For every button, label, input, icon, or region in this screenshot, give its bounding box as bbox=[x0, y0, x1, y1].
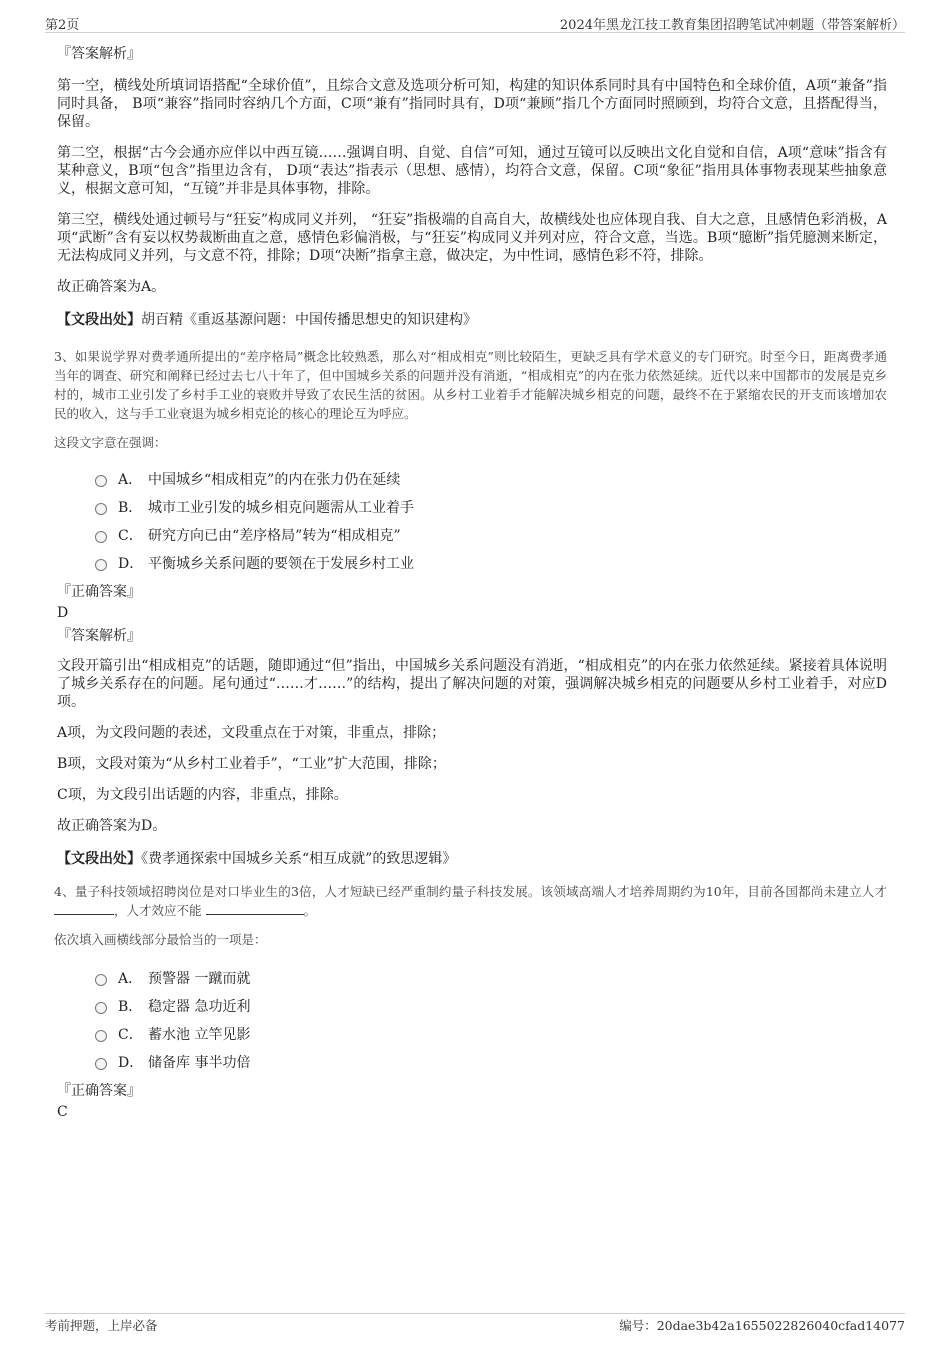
page-number: 第2页 bbox=[45, 18, 80, 33]
option-text: 城市工业引发的城乡相克问题需从工业着手 bbox=[148, 500, 414, 516]
analysis-paragraph: C项，为文段引出话题的内容，非重点，排除。 bbox=[57, 787, 348, 803]
option-text: 研究方向已由“差序格局”转为“相成相克” bbox=[148, 528, 401, 544]
question-3-prompt: 这段文字意在强调： bbox=[54, 435, 167, 450]
analysis-paragraph: 第三空，横线处通过顿号与“狂妄”构成同义并列， “狂妄”指极端的自高自大，故横线处也应体现自我、自大之意，且感情色彩消极，A项“武断”含有妄以权势裁断曲直之意，感情色彩偏消极，与“狂妄”构成同义并列对应，符合文意，当选。B项“臆断”指凭臆测来断定，无法构成同义并列，与文意不符，排除；D项“决断”指拿主意，做决定，为中性词，感情色彩不符，排除。 bbox=[57, 212, 887, 264]
question-4-stem bbox=[54, 882, 887, 920]
radio-button-icon[interactable] bbox=[95, 1002, 107, 1014]
page-content bbox=[54, 43, 887, 1124]
analysis-paragraph: B项，文段对策为“从乡村工业着手”，“工业”扩大范围，排除； bbox=[57, 756, 446, 772]
option-a[interactable] bbox=[95, 465, 887, 493]
option-d[interactable] bbox=[95, 549, 887, 577]
stem-text: 4、量子科技领域招聘岗位是对口毕业生的3倍，人才短缺已经严重制约量子科技发展。该领域高端人才培养周期约为10年，目前各国都尚未建立人才 bbox=[54, 884, 887, 899]
analysis-paragraph: 第二空，根据“古今会通亦应伴以中西互镜……强调自明、自觉、自信”可知，通过互镜可以反映出文化自觉和自信，A项“意味”指含有某种意义，B项“包含”指里边含有， D项“表达”指表示（思想、感情），均符合文意，保留。C项“象征”指用具体事物表现某些抽象意义，根据文意可知，“互镜”并非是具体事物，排除。 bbox=[57, 145, 887, 197]
radio-button-icon[interactable] bbox=[95, 475, 107, 487]
page-header bbox=[45, 12, 905, 33]
source-label: 【文段出处】 bbox=[57, 312, 141, 328]
option-letter: A． bbox=[118, 971, 143, 987]
analysis-paragraph: 第一空，横线处所填词语搭配“全球价值”，且综合文意及选项分析可知，构建的知识体系同时具有中国特色和全球价值，A项“兼备”指同时具备， B项“兼容”指同时容纳几个方面，C项“兼有”指同时具有，D项“兼顾”指几个方面同时照顾到，均符合文意，且搭配得当，保留。 bbox=[57, 78, 887, 130]
option-text: 蓄水池 立竿见影 bbox=[148, 1027, 251, 1043]
correct-answer-label: 『正确答案』 bbox=[57, 1083, 141, 1099]
question-4-options bbox=[95, 964, 887, 1076]
question-3-options bbox=[95, 465, 887, 577]
analysis-label: 『答案解析』 bbox=[57, 628, 141, 644]
correct-answer-statement: 故正确答案为D。 bbox=[57, 818, 167, 834]
option-b[interactable] bbox=[95, 992, 887, 1020]
footer-slogan: 考前押题，上岸必备 bbox=[45, 1318, 158, 1333]
radio-button-icon[interactable] bbox=[95, 1058, 107, 1070]
option-d[interactable] bbox=[95, 1048, 887, 1076]
source-citation bbox=[57, 848, 887, 868]
blank-line-1 bbox=[54, 901, 114, 915]
analysis-label: 『答案解析』 bbox=[57, 46, 141, 62]
stem-text: ，人才效应不能 bbox=[114, 903, 202, 918]
option-letter: C． bbox=[118, 528, 143, 544]
document-title: 2024年黑龙江技工教育集团招聘笔试冲刺题（带答案解析） bbox=[559, 18, 905, 33]
radio-button-icon[interactable] bbox=[95, 531, 107, 543]
correct-answer-label: 『正确答案』 bbox=[57, 584, 141, 600]
option-b[interactable] bbox=[95, 493, 887, 521]
option-a[interactable] bbox=[95, 964, 887, 992]
radio-button-icon[interactable] bbox=[95, 1030, 107, 1042]
question-3-stem: 3、如果说学界对费孝通所提出的“差序格局”概念比较熟悉，那么对“相成相克”则比较陌生，更缺乏具有学术意义的专门研究。时至今日，距离费孝通当年的调查、研究和阐释已经过去七八十年了，但中国城乡关系的问题并没有消逝，“相成相克”的内在张力依然延续。近代以来中国都市的发展是克乡村的，城市工业引发了乡村手工业的衰败并导致了农民生活的贫困。从乡村工业着手才能解决城乡相克的问题，最终不在于紧缩农民的开支而该增加农民的收入，这与手工业衰退为城乡相克论的核心的理论互为呼应。 bbox=[54, 349, 887, 421]
document-code: 编号：20dae3b42a1655022826040cfad14077 bbox=[619, 1318, 905, 1333]
stem-text: 。 bbox=[303, 903, 317, 918]
source-text: 《费孝通探索中国城乡关系“相互成就”的致思逻辑》 bbox=[141, 851, 457, 867]
correct-answer-value: C bbox=[57, 1104, 68, 1120]
question-4-prompt: 依次填入画横线部分最恰当的一项是： bbox=[54, 932, 267, 947]
option-text: 中国城乡“相成相克”的内在张力仍在延续 bbox=[148, 472, 401, 488]
radio-button-icon[interactable] bbox=[95, 503, 107, 515]
option-text: 平衡城乡关系问题的要领在于发展乡村工业 bbox=[148, 556, 414, 572]
radio-button-icon[interactable] bbox=[95, 974, 107, 986]
source-label: 【文段出处】 bbox=[57, 851, 141, 867]
page-footer bbox=[45, 1313, 905, 1333]
option-letter: B． bbox=[118, 999, 143, 1015]
option-c[interactable] bbox=[95, 1020, 887, 1048]
option-text: 储备库 事半功倍 bbox=[148, 1055, 251, 1071]
option-letter: B． bbox=[118, 500, 143, 516]
source-citation bbox=[57, 309, 887, 329]
blank-line-2 bbox=[206, 901, 304, 915]
analysis-paragraph: A项，为文段问题的表述，文段重点在于对策，非重点，排除； bbox=[57, 725, 446, 741]
option-text: 预警器 一蹴而就 bbox=[148, 971, 251, 987]
analysis-paragraph: 文段开篇引出“相成相克”的话题，随即通过“但”指出，中国城乡关系问题没有消逝，“相成相克”的内在张力依然延续。紧接着具体说明了城乡关系存在的问题。尾句通过“……才……”的结构，提出了解决问题的对策，强调解决城乡相克的问题要从乡村工业着手，对应D项。 bbox=[57, 658, 887, 710]
option-text: 稳定器 急功近利 bbox=[148, 999, 251, 1015]
option-letter: A． bbox=[118, 472, 143, 488]
option-letter: D． bbox=[118, 556, 144, 572]
option-letter: D． bbox=[118, 1055, 144, 1071]
radio-button-icon[interactable] bbox=[95, 559, 107, 571]
source-text: 胡百精《重返基源问题：中国传播思想史的知识建构》 bbox=[141, 312, 477, 328]
option-letter: C． bbox=[118, 1027, 143, 1043]
correct-answer-value: D bbox=[57, 605, 69, 621]
option-c[interactable] bbox=[95, 521, 887, 549]
correct-answer-statement: 故正确答案为A。 bbox=[57, 279, 166, 295]
